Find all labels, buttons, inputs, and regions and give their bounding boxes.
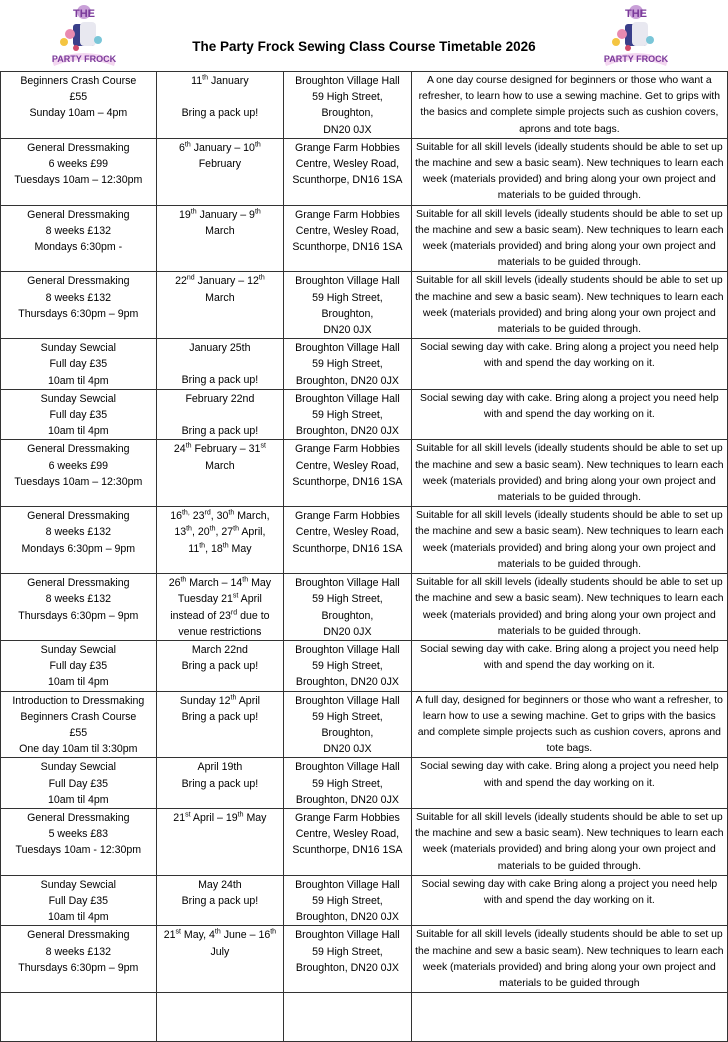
venue-line: Centre, Wesley Road, [295,158,400,171]
course-line: 8 weeks £132 [45,291,111,304]
timetable [0,71,728,1042]
venue-line: Broughton Village Hall [295,643,400,656]
venue-cell [284,691,412,758]
venue-line: Centre, Wesley Road, [295,526,400,539]
venue-line: Scunthorpe, DN16 1SA [292,241,403,254]
venue-cell [284,993,412,1042]
venue-line: Grange Farm Hobbies [295,208,400,221]
course-line: Full day £35 [49,358,108,371]
course-line: Beginners Crash Course [20,710,137,723]
course-line: Sunday Sewcial [40,342,117,355]
date-suffix: th [186,525,192,533]
venue-line: Broughton Village Hall [295,929,400,942]
course-line: Sunday Sewcial [40,643,117,656]
venue-cell [284,389,412,440]
course-cell [1,339,157,390]
date-line: Bring a pack up! [181,777,259,790]
venue-line: Broughton, [321,726,374,739]
date-suffix: th [242,576,249,584]
description-cell: Suitable for all skill levels (ideally students should be able to set up the machine and sew a basic seam). New techniques to learn each week (materials provided) and bring along your own project and materials to be guided through [411,926,727,993]
venue-line: Broughton, DN20 0JX [295,961,399,974]
description-cell: Suitable for all skill levels (ideally students should be able to set up the machine and sew a basic seam). New techniques to learn each week (materials provided) and bring along your own project and materials to be guided through. [411,138,727,205]
table-row [1,72,728,139]
venue-line: Broughton Village Hall [295,75,400,87]
venue-cell [284,875,412,926]
venue-line: Broughton Village Hall [295,342,400,355]
course-cell [1,205,157,272]
course-line: Introduction to Dressmaking [12,694,145,707]
venue-line: Broughton Village Hall [295,878,400,891]
date-line: Tuesday 21st April [177,592,262,606]
description-cell: Suitable for all skill levels (ideally students should be able to set up the machine and sew a basic seam). New techniques to learn each week (materials provided) and bring along your own project and materials to be guided through. [411,272,727,339]
venue-line: 59 High Street, [312,710,383,723]
course-line: General Dressmaking [27,929,130,942]
date-suffix: th [184,141,191,149]
venue-line: Scunthorpe, DN16 1SA [292,475,403,488]
date-suffix: st [185,811,191,819]
course-line: 8 weeks £132 [45,526,111,539]
logo-text-top: THE [73,8,95,20]
date-suffix: th [237,811,244,819]
table-row [1,926,728,993]
course-line: Full day £35 [49,409,108,422]
venue-cell [284,272,412,339]
venue-line: Grange Farm Hobbies [295,443,400,456]
venue-cell [284,205,412,272]
course-line: Full Day £35 [48,894,109,907]
course-cell [1,808,157,875]
venue-line: Broughton Village Hall [295,761,400,774]
course-line: Sunday Sewcial [40,878,117,891]
date-line: instead of 23rd due to [170,608,270,622]
course-line: Tuesdays 10am – 12:30pm [14,174,143,187]
party-frock-logo-right [600,2,672,66]
date-line: 21st April – 19th May [173,811,267,824]
venue-cell [284,574,412,641]
date-line: January 25th [189,342,251,355]
venue-line: Grange Farm Hobbies [295,510,400,523]
date-line: March [205,459,235,472]
course-line: Thursdays 6:30pm – 9pm [18,961,139,974]
date-line: February [198,158,242,171]
venue-line: Broughton, DN20 0JX [295,793,399,806]
venue-line: DN20 0JX [323,324,372,337]
venue-line: DN20 0JX [323,743,372,756]
course-cell [1,875,157,926]
date-suffix: th [233,525,239,533]
description-cell: Suitable for all skill levels (ideally students should be able to set up the machine and sew a basic seam). New techniques to learn each week (materials provided) and bring along your own project and materials to be guided through. [411,205,727,272]
date-suffix: st [175,928,181,936]
date-suffix: th [214,928,221,936]
description-cell: A one day course designed for beginners or those who want a refresher, to learn how to use a sewing machine. Get to grips with the basics and complete simple projects such as cushion covers, aprons and tote bags. [411,72,727,139]
course-line: 6 weeks £99 [48,459,109,472]
date-line: Bring a pack up! [181,107,259,120]
course-line: 8 weeks £132 [45,224,111,237]
date-spacer [159,407,282,423]
date-suffix: th [254,141,261,149]
course-cell [1,389,157,440]
table-row [1,205,728,272]
date-cell [156,138,284,205]
date-line: 22nd January – 12th [175,274,265,288]
date-line: 19th January – 9th [179,208,261,221]
course-line: Mondays 6:30pm - [34,241,123,254]
date-line: April 19th [197,761,243,774]
date-suffix: th [270,928,277,936]
description-cell: Social sewing day with cake Bring along a project you need help with and spend the day working on it. [411,875,727,926]
date-spacer [159,89,282,105]
date-cell [156,339,284,390]
date-cell [156,440,284,507]
date-cell [156,389,284,440]
venue-line: Centre, Wesley Road, [295,224,400,237]
page-title: The Party Frock Sewing Class Course Timetable 2026 [192,39,536,54]
course-line: Thursdays 6:30pm – 9pm [18,307,139,320]
date-line: 21st May, 4th June – 16th [163,928,277,942]
date-cell [156,691,284,758]
date-line: $16^{th,}$ 23rd, 30th March, [170,509,270,523]
course-cell [1,993,157,1042]
date-line: 6th January – 10th [179,141,261,154]
venue-line: 59 High Street, [312,777,383,790]
course-cell [1,138,157,205]
venue-line: Broughton, [321,107,374,120]
venue-line: 59 High Street, [312,291,383,304]
venue-line: Broughton, [321,609,374,622]
description-cell: Social sewing day with cake. Bring along a project you need help with and spend the day working on it. [411,339,727,390]
date-line: 11th January [191,74,249,87]
table-row [1,640,728,691]
description-cell: Suitable for all skill levels (ideally students should be able to set up the machine and sew a basic seam). New techniques to learn each week (materials provided) and bring along your own project and materials to be guided through. [411,574,727,641]
date-cell [156,926,284,993]
course-cell [1,758,157,809]
course-line: Sunday Sewcial [40,761,117,774]
venue-cell [284,507,412,574]
course-line: 10am til 4pm [47,374,109,387]
course-line: General Dressmaking [27,811,130,824]
venue-cell [284,339,412,390]
date-cell [156,507,284,574]
table-row [1,389,728,440]
venue-cell [284,440,412,507]
date-line: venue restrictions [178,625,262,638]
date-cell [156,808,284,875]
date-line: Bring a pack up! [181,894,259,907]
logo-text-top: THE [625,8,647,20]
date-cell [156,993,284,1042]
date-suffix: rd [230,608,238,616]
venue-line: 59 High Street, [312,91,383,104]
date-line: Bring a pack up! [181,710,259,723]
table-row [1,272,728,339]
date-line: 24th February – 31st [173,442,266,456]
course-cell [1,691,157,758]
venue-line: Broughton, DN20 0JX [295,911,399,924]
date-suffix: th [222,542,229,550]
venue-cell [284,640,412,691]
course-line: Full day £35 [49,660,108,673]
course-cell [1,72,157,139]
date-line: 13th, 20th, 27th April, [174,525,266,539]
venue-line: 59 High Street, [312,358,383,371]
venue-line: Scunthorpe, DN16 1SA [292,174,403,187]
date-line: 26th March – 14th May [168,576,272,590]
table-row [1,875,728,926]
venue-cell [284,926,412,993]
venue-line: 59 High Street, [312,593,383,606]
venue-line: Centre, Wesley Road, [295,828,400,841]
venue-line: Broughton Village Hall [295,577,400,590]
course-line: Tuesdays 10am - 12:30pm [15,844,142,857]
course-line: Beginners Crash Course [20,75,137,87]
venue-line: Broughton, [321,307,374,320]
date-suffix: th, [181,509,190,517]
venue-line: Broughton, DN20 0JX [295,676,399,689]
date-suffix: th [258,274,265,282]
logo-text-bottom: PARTY FROCK [51,54,117,64]
venue-line: Broughton, DN20 0JX [295,374,399,387]
course-line: 6 weeks £99 [48,158,109,171]
course-line: General Dressmaking [27,443,130,456]
venue-line: 59 High Street, [312,409,383,422]
course-cell [1,574,157,641]
date-suffix: st [232,592,239,600]
course-cell [1,640,157,691]
description-cell: Suitable for all skill levels (ideally students should be able to set up the machine and sew a basic seam). New techniques to learn each week (materials provided) and bring along your own project and materials to be guided through. [411,440,727,507]
venue-cell [284,138,412,205]
course-cell [1,272,157,339]
course-line: 10am til 4pm [47,425,109,438]
table-row [1,339,728,390]
table-row [1,574,728,641]
course-line: Full Day £35 [48,777,109,790]
course-line: General Dressmaking [27,510,130,523]
date-line: May 24th [198,878,242,891]
party-frock-logo [48,2,120,66]
course-cell [1,440,157,507]
course-line: General Dressmaking [27,577,130,590]
date-suffix: th [185,442,192,450]
date-cell [156,640,284,691]
course-line: Thursdays 6:30pm – 9pm [18,609,139,622]
table-row [1,507,728,574]
venue-cell [284,758,412,809]
date-cell [156,205,284,272]
venue-line: 59 High Street, [312,894,383,907]
date-suffix: th [202,74,208,82]
logo-text-bottom: PARTY FROCK [603,54,669,64]
date-cell [156,272,284,339]
course-line: £55 [69,91,88,104]
course-line: £55 [69,726,88,739]
table-row [1,993,728,1042]
course-line: 10am til 4pm [47,911,109,924]
venue-line: Grange Farm Hobbies [295,141,400,154]
course-line: General Dressmaking [27,141,130,154]
date-line: Bring a pack up! [181,374,259,387]
venue-line: Scunthorpe, DN16 1SA [292,542,403,555]
date-suffix: th [228,509,235,517]
venue-line: DN20 0JX [323,625,372,638]
date-suffix: nd [186,274,195,282]
date-cell [156,574,284,641]
description-cell: Suitable for all skill levels (ideally students should be able to set up the machine and sew a basic seam). New techniques to learn each week (materials provided) and bring along your own project and materials to be guided through. [411,507,727,574]
course-line: General Dressmaking [27,208,130,221]
date-suffix: th [209,525,216,533]
venue-cell [284,72,412,139]
venue-line: Broughton Village Hall [295,275,400,288]
course-cell [1,926,157,993]
description-cell: A full day, designed for beginners or those who want a refresher, to learn how to use a sewing machine. Get to grips with the basics and complete simple projects such as cushion covers, aprons and tote bags. [411,691,727,758]
venue-line: 59 High Street, [312,660,383,673]
description-cell: Social sewing day with cake. Bring along a project you need help with and spend the day working on it. [411,758,727,809]
date-cell [156,72,284,139]
date-line: March 22nd [191,643,248,656]
venue-line: Centre, Wesley Road, [295,459,400,472]
course-line: 10am til 4pm [47,793,109,806]
venue-line: 59 High Street, [312,945,383,958]
course-line: Sunday 10am – 4pm [29,107,128,120]
date-suffix: th [254,208,261,216]
course-line: Tuesdays 10am – 12:30pm [14,475,143,488]
date-line: March [205,224,235,237]
description-cell [411,993,727,1042]
date-line: February 22nd [185,392,255,405]
course-cell [1,507,157,574]
date-spacer [159,356,282,372]
date-cell [156,758,284,809]
date-suffix: th [180,576,187,584]
venue-line: Broughton Village Hall [295,392,400,405]
table-row [1,138,728,205]
date-suffix: th [190,208,197,216]
course-line: 10am til 4pm [47,676,109,689]
date-line: March [205,291,235,304]
date-suffix: rd [204,509,211,517]
course-line: Sunday Sewcial [40,392,117,405]
venue-line: Broughton, DN20 0JX [295,425,399,438]
course-line: One day 10am til 3:30pm [19,743,138,756]
table-row [1,758,728,809]
table-row [1,440,728,507]
course-line: Mondays 6:30pm – 9pm [21,542,136,555]
course-line: General Dressmaking [27,275,130,288]
course-line: 8 weeks £132 [45,593,111,606]
description-cell: Suitable for all skill levels (ideally students should be able to set up the machine and sew a basic seam). New techniques to learn each week (materials provided) and bring along your own project and materials to be guided through. [411,808,727,875]
venue-line: DN20 0JX [323,123,372,136]
venue-line: Broughton Village Hall [295,694,400,707]
date-suffix: th [199,542,206,550]
course-line: 5 weeks £83 [48,828,109,841]
venue-line: Grange Farm Hobbies [295,811,400,824]
date-cell [156,875,284,926]
date-suffix: st [260,442,266,450]
venue-line: Scunthorpe, DN16 1SA [292,844,403,857]
date-line: 11th, 18th May [188,542,252,555]
date-line: Bring a pack up! [181,660,259,673]
date-line: Sunday 12th April [179,693,260,707]
date-line: July [210,945,230,958]
date-suffix: th [230,693,237,701]
course-line: 8 weeks £132 [45,945,111,958]
venue-cell [284,808,412,875]
description-cell: Social sewing day with cake. Bring along a project you need help with and spend the day working on it. [411,640,727,691]
table-row [1,691,728,758]
description-cell: Social sewing day with cake. Bring along a project you need help with and spend the day working on it. [411,389,727,440]
table-row [1,808,728,875]
date-line: Bring a pack up! [181,425,259,438]
